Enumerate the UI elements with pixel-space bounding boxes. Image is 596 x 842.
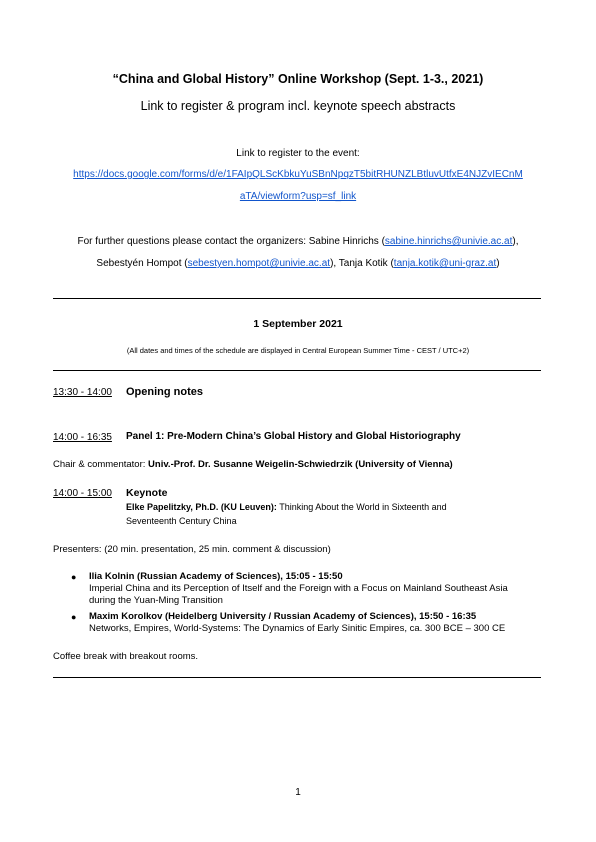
divider (53, 677, 541, 678)
divider (53, 298, 541, 299)
presenters-note: Presenters: (20 min. presentation, 25 min. comment & discussion) (53, 544, 331, 555)
email-link-hinrichs[interactable]: sabine.hinrichs@univie.ac.at (384, 236, 513, 247)
register-link-line2[interactable]: aTA/viewform?usp=sf_link (239, 191, 357, 202)
presenter-name: Maxim Korolkov (Heidelberg University / Russian Academy of Sciences), 15:50 - 16:35 (89, 611, 477, 622)
keynote-title: Thinking About the World in Sixteenth and (276, 502, 447, 512)
presenter-talk: during the Yuan-Ming Transition (89, 595, 223, 606)
contact-line-2 (0, 258, 596, 269)
contact-text: For further questions please contact the organizers: Sabine Hinrichs ( (77, 236, 385, 247)
register-label: Link to register to the event: (236, 148, 360, 159)
timezone-note: (All dates and times of the schedule are displayed in Central European Summer Time - CEST / UTC+2) (126, 346, 470, 355)
contact-text: Sebestyén Hompot ( (96, 258, 188, 269)
day-date: 1 September 2021 (253, 318, 343, 330)
panel-time: 14:00 - 16:35 (53, 432, 112, 443)
opening-time: 13:30 - 14:00 (53, 387, 112, 398)
keynote-line-1 (126, 502, 447, 512)
document-title: “China and Global History” Online Workshop (Sept. 1-3., 2021) (112, 72, 484, 86)
bullet-icon: ● (71, 612, 77, 622)
opening-title: Opening notes (126, 386, 203, 398)
divider (53, 370, 541, 371)
presenter-name: Ilia Kolnin (Russian Academy of Sciences), 15:05 - 15:50 (89, 571, 343, 582)
keynote-speaker: Elke Papelitzky, Ph.D. (KU Leuven): (126, 502, 277, 512)
presenter-talk: Imperial China and its Perception of Itself and the Foreign with a Focus on Mainland Southeast Asia (89, 583, 508, 594)
presenter-talk: Networks, Empires, World-Systems: The Dynamics of Early Sinitic Empires, ca. 300 BCE – 300 CE (89, 623, 506, 634)
document-subtitle: Link to register & program incl. keynote speech abstracts (140, 99, 456, 113)
break-note: Coffee break with breakout rooms. (53, 651, 199, 662)
contact-text: ), Tanja Kotik ( (330, 258, 394, 269)
keynote-label: Keynote (126, 487, 168, 499)
bullet-icon: ● (71, 572, 77, 582)
contact-text: ), (512, 236, 519, 247)
contact-line-1 (0, 236, 596, 247)
presenter-item (89, 571, 559, 607)
register-link-line1[interactable]: https://docs.google.com/forms/d/e/1FAIpQLScKbkuYuSBnNpqzT5bitRHUNZLBtluvUtfxE4NJZvIECnM (73, 169, 523, 180)
contact-text: ) (496, 258, 500, 269)
panel-title: Panel 1: Pre-Modern China’s Global History and Global Historiography (126, 431, 461, 442)
keynote-time: 14:00 - 15:00 (53, 488, 112, 499)
email-link-kotik[interactable]: tanja.kotik@uni-graz.at (393, 258, 497, 269)
chair-line (53, 459, 453, 470)
email-link-hompot[interactable]: sebestyen.hompot@univie.ac.at (187, 258, 331, 269)
chair-label: Chair & commentator: (53, 459, 149, 470)
keynote-line-2: Seventeenth Century China (126, 516, 237, 526)
chair-name: Univ.-Prof. Dr. Susanne Weigelin-Schwiedrzik (University of Vienna) (148, 459, 453, 470)
presenter-item (89, 611, 559, 635)
page-number: 1 (295, 787, 301, 798)
